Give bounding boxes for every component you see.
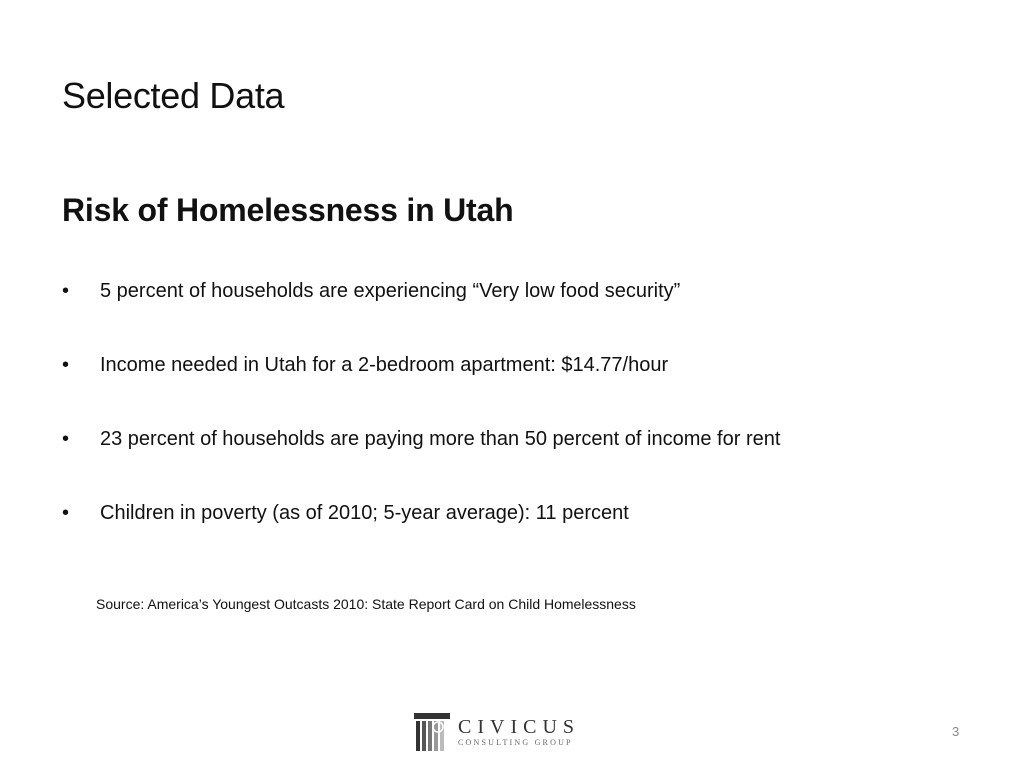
logo-tagline: CONSULTING GROUP [458,738,573,747]
bullet-icon: • [62,354,70,376]
bullet-icon: • [62,280,70,302]
slide-subtitle: Risk of Homelessness in Utah [62,192,514,228]
slide-title: Selected Data [62,75,285,116]
source-citation: Source: America’s Youngest Outcasts 2010: State Report Card on Child Homelessness [96,596,636,612]
page-number: 3 [952,724,960,739]
bullet-text: 5 percent of households are experiencing “Very low food security” [100,280,681,302]
list-item [62,424,982,498]
bullet-icon: • [62,502,70,524]
bullet-text: Children in poverty (as of 2010; 5-year average): 11 percent [100,502,629,524]
list-item [62,350,982,424]
bullet-text: Income needed in Utah for a 2-bedroom apartment: $14.77/hour [100,354,669,376]
company-logo [414,712,580,752]
list-item [62,498,982,572]
column-pillar-icon [414,713,450,751]
logo-name: CIVICUS [458,716,581,738]
bullet-list [62,276,982,572]
bullet-icon: • [62,428,70,450]
list-item [62,276,982,350]
bullet-text: 23 percent of households are paying more than 50 percent of income for rent [100,428,781,450]
